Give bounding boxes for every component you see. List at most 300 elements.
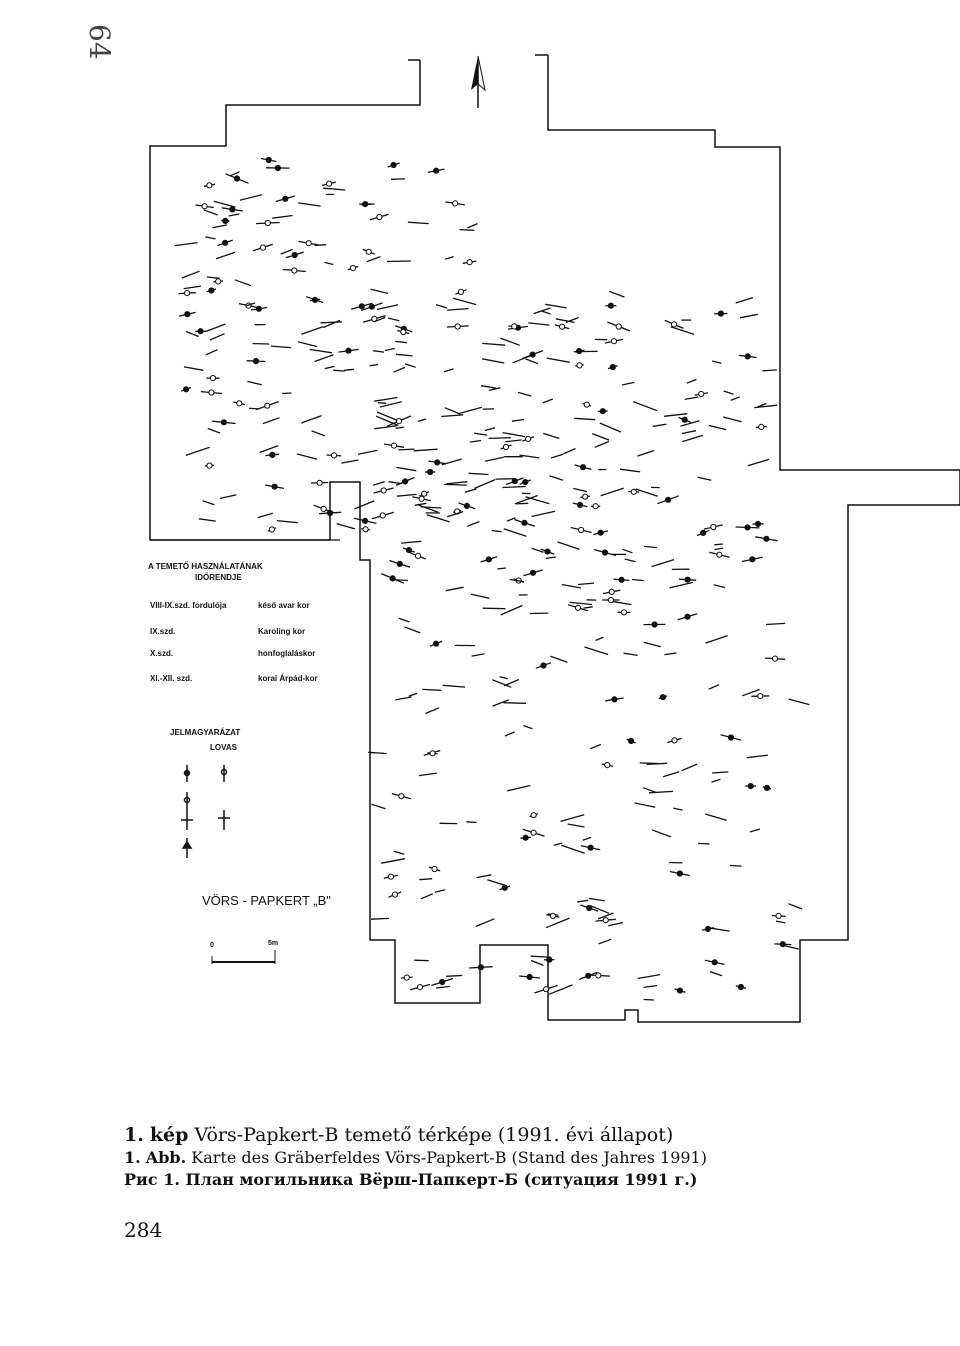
grave-dash bbox=[712, 772, 728, 773]
grave-dash bbox=[301, 416, 321, 423]
grave-marker-icon bbox=[434, 641, 439, 646]
grave-dash bbox=[644, 1000, 654, 1001]
grave-dash bbox=[712, 361, 721, 363]
grave-marker-icon bbox=[612, 697, 617, 702]
grave-dash bbox=[374, 426, 397, 429]
grave-dash bbox=[392, 580, 408, 581]
grave-marker-icon bbox=[677, 871, 682, 876]
grave-dash bbox=[625, 559, 636, 562]
grave-marker-icon bbox=[223, 218, 228, 223]
grave-dash bbox=[652, 830, 671, 837]
grave-marker-icon bbox=[544, 987, 549, 992]
grave-dash bbox=[396, 354, 413, 356]
grave-dash bbox=[362, 204, 375, 205]
grave-dash bbox=[401, 541, 421, 543]
grave-dash bbox=[297, 454, 317, 459]
grave-marker-icon bbox=[705, 926, 710, 931]
caption-hu-number: 1. bbox=[124, 1124, 144, 1146]
grave-marker-icon bbox=[256, 306, 261, 311]
grave-dash bbox=[568, 824, 585, 827]
grave-dash bbox=[554, 843, 562, 845]
grave-dash bbox=[396, 427, 404, 428]
grave-marker-icon bbox=[221, 420, 226, 425]
grave-marker-icon bbox=[202, 204, 207, 209]
grave-marker-icon bbox=[198, 329, 203, 334]
grave-dash bbox=[633, 402, 657, 411]
grave-dash bbox=[665, 653, 677, 655]
corner-page-number: 64 bbox=[83, 24, 116, 60]
grave-dash bbox=[622, 549, 632, 553]
caption-hu-text: Vörs-Papkert-B temető térképe (1991. évi állapot) bbox=[194, 1124, 674, 1146]
grave-dash bbox=[385, 349, 395, 351]
grave-dash bbox=[310, 349, 332, 352]
grave-dash bbox=[465, 489, 477, 492]
grave-dash bbox=[282, 393, 291, 394]
grave-dash bbox=[443, 685, 466, 687]
grave-dash bbox=[213, 225, 227, 228]
grave-marker-icon bbox=[399, 794, 404, 799]
grave-marker-icon bbox=[327, 181, 332, 186]
grave-marker-icon bbox=[328, 510, 333, 515]
grave-dash bbox=[298, 342, 317, 347]
grave-dash bbox=[358, 450, 377, 454]
grave-dash bbox=[545, 304, 566, 308]
grave-dash bbox=[415, 503, 427, 505]
grave-dash bbox=[762, 370, 777, 371]
grave-marker-icon bbox=[545, 549, 550, 554]
grave-dash bbox=[271, 346, 291, 348]
grave-dash bbox=[315, 355, 334, 362]
grave-dash bbox=[341, 460, 358, 463]
grave-dash bbox=[492, 531, 502, 532]
grave-marker-icon bbox=[306, 241, 311, 246]
grave-dash bbox=[512, 420, 524, 422]
grave-dash bbox=[419, 773, 437, 776]
grave-marker-icon bbox=[621, 610, 626, 615]
grave-marker-icon bbox=[269, 527, 274, 532]
grave-marker-icon bbox=[265, 403, 270, 408]
grave-dash bbox=[404, 627, 420, 633]
grave-dash bbox=[715, 548, 724, 550]
grave-dash bbox=[687, 379, 697, 383]
grave-dash bbox=[507, 786, 530, 791]
excavation-boundary bbox=[150, 55, 960, 1022]
grave-marker-icon bbox=[584, 402, 589, 407]
grave-marker-icon bbox=[609, 589, 614, 594]
grave-dash bbox=[277, 521, 298, 523]
grave-marker-icon bbox=[321, 506, 326, 511]
grave-marker-icon bbox=[417, 985, 422, 990]
grave-marker-icon bbox=[608, 597, 613, 602]
grave-dash bbox=[608, 923, 623, 926]
grave-dash bbox=[502, 487, 525, 488]
grave-marker-icon bbox=[577, 363, 582, 368]
caption-russian: Рис 1. План могильника Вёрш-Папкерт-Б (ситуация 1991 г.) bbox=[124, 1170, 698, 1189]
grave-dash bbox=[622, 382, 634, 385]
grave-marker-icon bbox=[265, 220, 270, 225]
grave-marker-icon bbox=[275, 165, 280, 170]
grave-marker-icon bbox=[586, 973, 591, 978]
grave-dash bbox=[543, 399, 553, 403]
grave-dash bbox=[570, 602, 592, 604]
grave-marker-icon bbox=[755, 521, 760, 526]
grave-dash bbox=[583, 837, 592, 840]
scale-zero-label: 0 bbox=[210, 942, 214, 949]
grave-dash bbox=[453, 298, 476, 304]
grave-dash bbox=[395, 697, 411, 700]
grave-marker-icon bbox=[185, 291, 190, 296]
grave-dash bbox=[388, 318, 399, 321]
grave-dash bbox=[204, 210, 218, 215]
grave-dash bbox=[601, 488, 624, 496]
grave-dash bbox=[368, 752, 386, 753]
grave-dash bbox=[323, 188, 345, 190]
grave-dash bbox=[561, 815, 585, 822]
grave-dash bbox=[203, 501, 215, 505]
grave-marker-icon bbox=[266, 157, 271, 162]
grave-marker-icon bbox=[531, 830, 536, 835]
grave-dash bbox=[698, 843, 710, 844]
grave-dash bbox=[531, 961, 543, 966]
grave-marker-icon bbox=[629, 738, 634, 743]
grave-marker-icon bbox=[272, 484, 277, 489]
grave-marker-icon bbox=[745, 525, 750, 530]
grave-dash bbox=[750, 829, 760, 832]
grave-dash bbox=[561, 845, 584, 853]
grave-marker-icon bbox=[512, 324, 517, 329]
grave-dash bbox=[312, 431, 325, 436]
grave-marker-icon bbox=[738, 984, 743, 989]
grave-dash bbox=[446, 482, 467, 484]
grave-dash bbox=[505, 440, 521, 442]
grave-dash bbox=[489, 438, 511, 439]
grave-marker-icon bbox=[381, 488, 386, 493]
grave-dash bbox=[378, 403, 386, 404]
grave-marker-icon bbox=[610, 365, 615, 370]
grave-dash bbox=[199, 519, 216, 521]
grave-dash bbox=[445, 408, 460, 414]
grave-marker-icon bbox=[780, 942, 785, 947]
grave-dash bbox=[551, 454, 564, 458]
grave-dash bbox=[624, 653, 638, 655]
grave-marker-icon bbox=[404, 975, 409, 980]
grave-marker-icon bbox=[216, 279, 221, 284]
grave-marker-icon bbox=[728, 735, 733, 740]
grave-marker-icon bbox=[467, 260, 472, 265]
grave-dash bbox=[482, 359, 504, 363]
grave-dash bbox=[747, 755, 768, 758]
grave-dash bbox=[272, 216, 292, 219]
legend-symbols-title: JELMAGYARÁZAT bbox=[170, 728, 241, 737]
legend-label: honfoglaláskor bbox=[258, 649, 316, 658]
grave-dash bbox=[214, 201, 236, 207]
legend-rider-symbols bbox=[181, 765, 230, 858]
grave-marker-icon bbox=[560, 324, 565, 329]
grave-marker-icon bbox=[416, 553, 421, 558]
grave-marker-icon bbox=[366, 249, 371, 254]
grave-dash bbox=[373, 482, 385, 486]
grave-dash bbox=[549, 985, 572, 994]
grave-marker-icon bbox=[580, 465, 585, 470]
grave-marker-icon bbox=[435, 460, 440, 465]
grave-marker-icon bbox=[776, 913, 781, 918]
grave-dash bbox=[459, 407, 482, 413]
grave-dash bbox=[546, 918, 570, 928]
grave-marker-icon bbox=[616, 324, 621, 329]
grave-dash bbox=[503, 433, 526, 437]
grave-dash bbox=[596, 637, 604, 640]
grave-dash bbox=[653, 424, 667, 426]
grave-dash bbox=[405, 364, 416, 367]
grave-dash bbox=[371, 289, 388, 293]
grave-dash bbox=[398, 449, 414, 450]
grave-dash bbox=[418, 419, 426, 421]
grave-marker-icon bbox=[401, 329, 406, 334]
grave-dash bbox=[447, 309, 468, 311]
grave-marker-icon bbox=[608, 303, 613, 308]
legend-label: Karoling kor bbox=[258, 627, 306, 636]
grave-dash bbox=[446, 976, 462, 977]
grave-dash bbox=[419, 879, 432, 880]
grave-dash bbox=[444, 484, 467, 485]
grave-marker-icon bbox=[759, 424, 764, 429]
grave-dash bbox=[396, 467, 416, 470]
grave-marker-icon bbox=[422, 491, 427, 496]
grave-dash bbox=[562, 585, 581, 589]
grave-marker-icon bbox=[359, 304, 364, 309]
grave-dash bbox=[182, 271, 200, 278]
grave-marker-icon bbox=[541, 663, 546, 668]
grave-dash bbox=[528, 323, 549, 325]
grave-dash bbox=[644, 546, 657, 547]
grave-marker-icon bbox=[455, 324, 460, 329]
grave-marker-icon bbox=[406, 548, 411, 553]
grave-marker-icon bbox=[711, 524, 716, 529]
grave-dash bbox=[474, 480, 495, 489]
grave-dash bbox=[184, 367, 203, 370]
grave-dash bbox=[235, 280, 251, 286]
site-name: VÖRS - PAPKERT „B" bbox=[202, 893, 331, 908]
grave-marker-icon bbox=[478, 965, 483, 970]
grave-dash bbox=[435, 890, 445, 893]
grave-marker-icon bbox=[209, 390, 214, 395]
grave-dash bbox=[546, 557, 556, 558]
caption-de-text: Karte des Gräberfeldes Vörs-Papkert-B (Stand des Jahres 1991) bbox=[191, 1148, 707, 1167]
grave-dash bbox=[723, 417, 742, 422]
grave-dash bbox=[471, 594, 490, 598]
grave-marker-icon bbox=[234, 176, 239, 181]
grave-dash bbox=[516, 503, 528, 504]
grave-marker-icon bbox=[750, 557, 755, 562]
grave-marker-icon bbox=[270, 452, 275, 457]
grave-dash bbox=[184, 286, 201, 289]
grave-dash bbox=[220, 495, 237, 499]
grave-marker-icon bbox=[396, 419, 401, 424]
grave-marker-icon bbox=[773, 656, 778, 661]
caption-hu-word: kép bbox=[149, 1124, 189, 1146]
grave-dash bbox=[557, 542, 579, 549]
grave-marker-icon bbox=[758, 694, 763, 699]
grave-dash bbox=[260, 446, 279, 453]
grave-dash bbox=[409, 693, 418, 696]
grave-dash bbox=[408, 222, 429, 223]
grave-dash bbox=[323, 320, 340, 327]
grave-dash bbox=[543, 433, 559, 438]
grave-marker-icon bbox=[685, 614, 690, 619]
grave-dash bbox=[421, 507, 442, 508]
grave-marker-icon bbox=[611, 339, 616, 344]
grave-marker-icon bbox=[748, 784, 753, 789]
grave-dash bbox=[399, 618, 410, 622]
caption-de-number: 1. bbox=[124, 1148, 141, 1167]
grave-dash bbox=[584, 647, 608, 655]
grave-marker-icon bbox=[652, 622, 657, 627]
scale-bar bbox=[212, 950, 275, 964]
grave-marker-icon bbox=[547, 957, 552, 962]
grave-marker-icon bbox=[575, 605, 580, 610]
grave-marker-icon bbox=[391, 162, 396, 167]
grave-marker-icon bbox=[764, 785, 769, 790]
grave-dash bbox=[175, 243, 198, 246]
grave-dash bbox=[525, 359, 538, 364]
grave-marker-icon bbox=[619, 577, 624, 582]
grave-dash bbox=[205, 324, 225, 332]
grave-dash bbox=[247, 381, 261, 384]
grave-marker-icon bbox=[253, 359, 258, 364]
grave-dash bbox=[644, 986, 657, 988]
grave-dash bbox=[436, 986, 450, 988]
grave-dash bbox=[710, 972, 722, 976]
grave-marker-icon bbox=[363, 527, 368, 532]
grave-dash bbox=[500, 338, 519, 345]
grave-marker-icon bbox=[602, 550, 607, 555]
grave-marker-icon bbox=[598, 530, 603, 535]
grave-marker-icon bbox=[458, 289, 463, 294]
grave-marker-icon bbox=[230, 207, 235, 212]
grave-dash bbox=[485, 457, 504, 461]
grave-dash bbox=[669, 582, 693, 588]
grave-marker-icon bbox=[701, 530, 706, 535]
grave-dash bbox=[595, 441, 609, 447]
grave-marker-icon bbox=[377, 214, 382, 219]
grave-dash bbox=[466, 822, 476, 823]
grave-dash bbox=[542, 311, 551, 314]
legend-period: XI.-XII. szd. bbox=[150, 674, 193, 683]
grave-marker-icon bbox=[430, 751, 435, 756]
grave-dash bbox=[682, 435, 703, 441]
grave-dash bbox=[186, 332, 199, 337]
grave-dash bbox=[600, 423, 621, 432]
legend-period: X.szd. bbox=[150, 649, 174, 658]
grave-dash bbox=[547, 358, 570, 362]
grave-marker-icon bbox=[209, 288, 214, 293]
grave-dash bbox=[240, 195, 262, 200]
grave-marker-icon bbox=[380, 513, 385, 518]
grave-marker-icon bbox=[631, 489, 636, 494]
grave-dash bbox=[354, 501, 374, 509]
grave-dash bbox=[748, 459, 769, 465]
grave-dash bbox=[705, 814, 727, 820]
grave-dash bbox=[460, 230, 475, 231]
grave-marker-icon bbox=[550, 913, 555, 918]
grave-dash bbox=[731, 397, 740, 401]
grave-marker-icon bbox=[184, 387, 189, 392]
grave-marker-icon bbox=[403, 479, 408, 484]
grave-marker-icon bbox=[346, 348, 351, 353]
grave-marker-icon bbox=[391, 443, 396, 448]
grave-dash bbox=[370, 365, 378, 366]
grave-marker-icon bbox=[531, 813, 536, 818]
grave-dash bbox=[714, 544, 722, 545]
grave-dash bbox=[445, 257, 453, 260]
grave-marker-icon bbox=[717, 552, 722, 557]
grave-dash bbox=[500, 677, 508, 679]
grave-marker-icon bbox=[682, 417, 687, 422]
grave-dash bbox=[709, 426, 726, 430]
grave-dash bbox=[467, 522, 479, 527]
grave-marker-icon bbox=[503, 444, 508, 449]
grave-dash bbox=[531, 956, 550, 957]
grave-dash bbox=[574, 418, 595, 419]
grave-dash bbox=[373, 351, 384, 352]
grave-marker-icon bbox=[677, 988, 682, 993]
legend-title-2: IDŐRENDJE bbox=[195, 573, 242, 582]
grave-dash bbox=[505, 732, 515, 736]
grave-marker-icon bbox=[207, 463, 212, 468]
grave-dash bbox=[470, 441, 481, 443]
grave-dash bbox=[325, 262, 334, 264]
caption-german bbox=[124, 1148, 707, 1167]
grave-dash bbox=[367, 257, 381, 262]
grave-dash bbox=[736, 298, 753, 303]
grave-dash bbox=[638, 975, 660, 979]
grave-dash bbox=[503, 703, 526, 704]
grave-dash bbox=[301, 327, 323, 335]
grave-dash bbox=[325, 366, 335, 368]
grave-dash bbox=[632, 580, 644, 581]
grave-dash bbox=[673, 808, 682, 810]
grave-marker-icon bbox=[527, 974, 532, 979]
grave-marker-icon bbox=[522, 520, 527, 525]
grave-marker-icon bbox=[331, 453, 336, 458]
grave-marker-icon bbox=[502, 885, 507, 890]
grave-marker-icon bbox=[745, 354, 750, 359]
grave-dash bbox=[230, 172, 239, 176]
grave-marker-icon bbox=[577, 502, 582, 507]
grave-marker-icon bbox=[583, 494, 588, 499]
grave-marker-icon bbox=[350, 265, 355, 270]
grave-dash bbox=[730, 866, 742, 867]
grave-dash bbox=[513, 355, 534, 363]
grave-dash bbox=[485, 428, 495, 431]
grave-dash bbox=[635, 803, 656, 807]
grave-dash bbox=[321, 322, 343, 323]
grave-dash bbox=[706, 636, 728, 644]
grave-marker-icon bbox=[317, 480, 322, 485]
grave-marker-icon bbox=[666, 497, 671, 502]
grave-dash bbox=[372, 804, 386, 809]
grave-dash bbox=[724, 391, 734, 394]
grave-dash bbox=[377, 305, 398, 310]
grave-marker-icon bbox=[486, 557, 491, 562]
grave-marker-icon bbox=[593, 504, 598, 509]
grave-dash bbox=[766, 623, 785, 624]
grave-marker-icon bbox=[764, 536, 769, 541]
grave-dash bbox=[205, 237, 215, 239]
grave-dash bbox=[208, 428, 220, 433]
grave-dash bbox=[620, 469, 640, 472]
grave-dash bbox=[333, 370, 345, 371]
